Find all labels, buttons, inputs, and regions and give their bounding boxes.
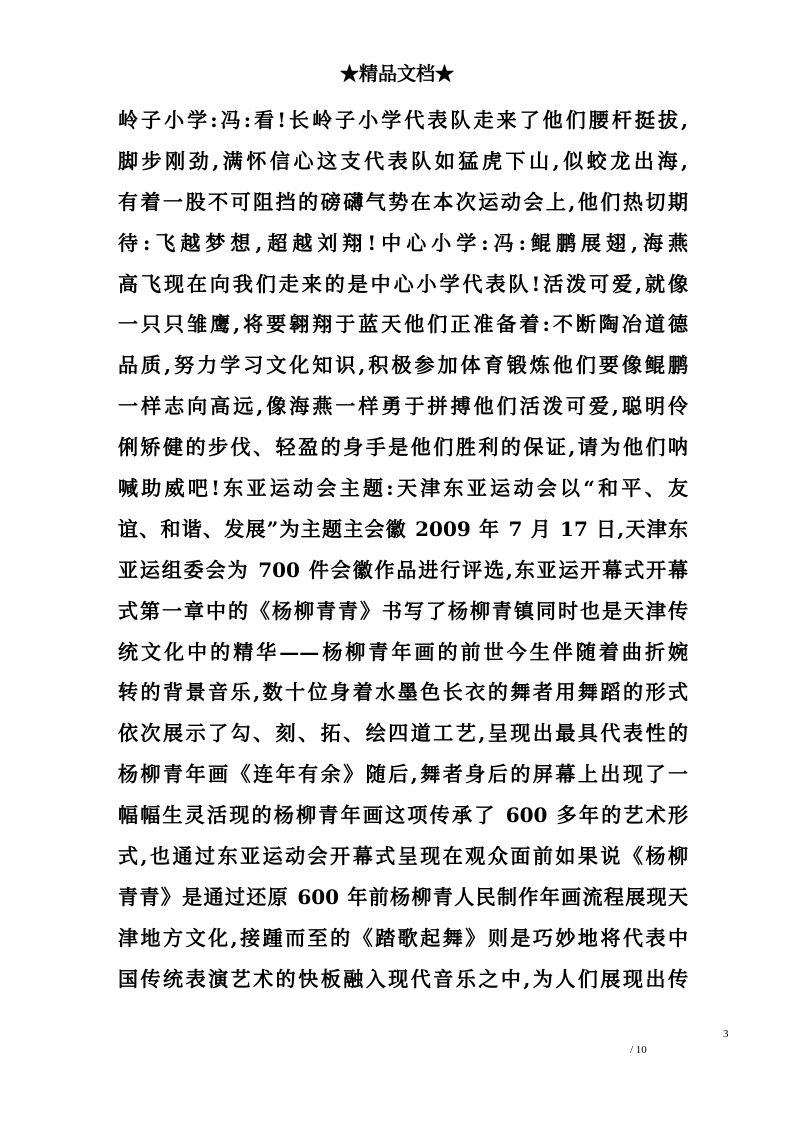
page-total: / 10 bbox=[630, 1044, 647, 1056]
text-line: 一只只雏鹰,将要翱翔于蓝天他们正准备着:不断陶冶道德 bbox=[118, 312, 688, 337]
text-line: 依次展示了勾、刻、拓、绘四道工艺,呈现出最具代表性的 bbox=[118, 721, 688, 746]
text-line: 待:飞越梦想,超越刘翔!中心小学:冯:鲲鹏展翅,海燕 bbox=[118, 230, 688, 255]
text-line: 脚步刚劲,满怀信心这支代表队如猛虎下山,似蛟龙出海, bbox=[118, 148, 688, 173]
text-line: 亚运组委会为 700 件会徽作品进行评选,东亚运开幕式开幕 bbox=[118, 557, 688, 582]
document-body bbox=[118, 100, 688, 1000]
text-line: 品质,努力学习文化知识,积极参加体育锻炼他们要像鲲鹏 bbox=[118, 353, 688, 378]
page-header-title: ★精品文档★ bbox=[339, 63, 454, 85]
text-line: 幅幅生灵活现的杨柳青年画这项传承了 600 多年的艺术形 bbox=[118, 803, 688, 828]
text-line: 转的背景音乐,数十位身着水墨色长衣的舞者用舞蹈的形式 bbox=[118, 680, 688, 705]
text-line: 青青》是通过还原 600 年前杨柳青人民制作年画流程展现天 bbox=[118, 884, 688, 909]
text-line: 杨柳青年画《连年有余》随后,舞者身后的屏幕上出现了一 bbox=[118, 762, 688, 787]
text-line: 津地方文化,接踵而至的《踏歌起舞》则是巧妙地将代表中 bbox=[118, 925, 688, 950]
text-line: 岭子小学:冯:看!长岭子小学代表队走来了他们腰杆挺拔, bbox=[118, 108, 688, 132]
text-line: 国传统表演艺术的快板融入现代音乐之中,为人们展现出传 bbox=[118, 966, 688, 991]
text-line: 有着一股不可阻挡的磅礴气势在本次运动会上,他们热切期 bbox=[118, 189, 688, 214]
text-line: 式第一章中的《杨柳青青》书写了杨柳青镇同时也是天津传 bbox=[118, 598, 688, 623]
page-number: 3 bbox=[723, 1028, 729, 1040]
text-line: 谊、和谐、发展”为主题主会徽 2009 年 7 月 17 日,天津东 bbox=[118, 516, 688, 541]
text-line: 喊助威吧!东亚运动会主题:天津东亚运动会以“和平、友 bbox=[118, 476, 688, 501]
text-line: 一样志向高远,像海燕一样勇于拼搏他们活泼可爱,聪明伶 bbox=[118, 394, 688, 419]
text-line: 俐矫健的步伐、轻盈的身手是他们胜利的保证,请为他们呐 bbox=[118, 435, 688, 460]
text-line: 高飞现在向我们走来的是中心小学代表队!活泼可爱,就像 bbox=[118, 271, 688, 296]
text-line: 式,也通过东亚运动会开幕式呈现在观众面前如果说《杨柳 bbox=[118, 844, 688, 869]
text-line: 统文化中的精华——杨柳青年画的前世今生伴随着曲折婉 bbox=[118, 639, 688, 664]
